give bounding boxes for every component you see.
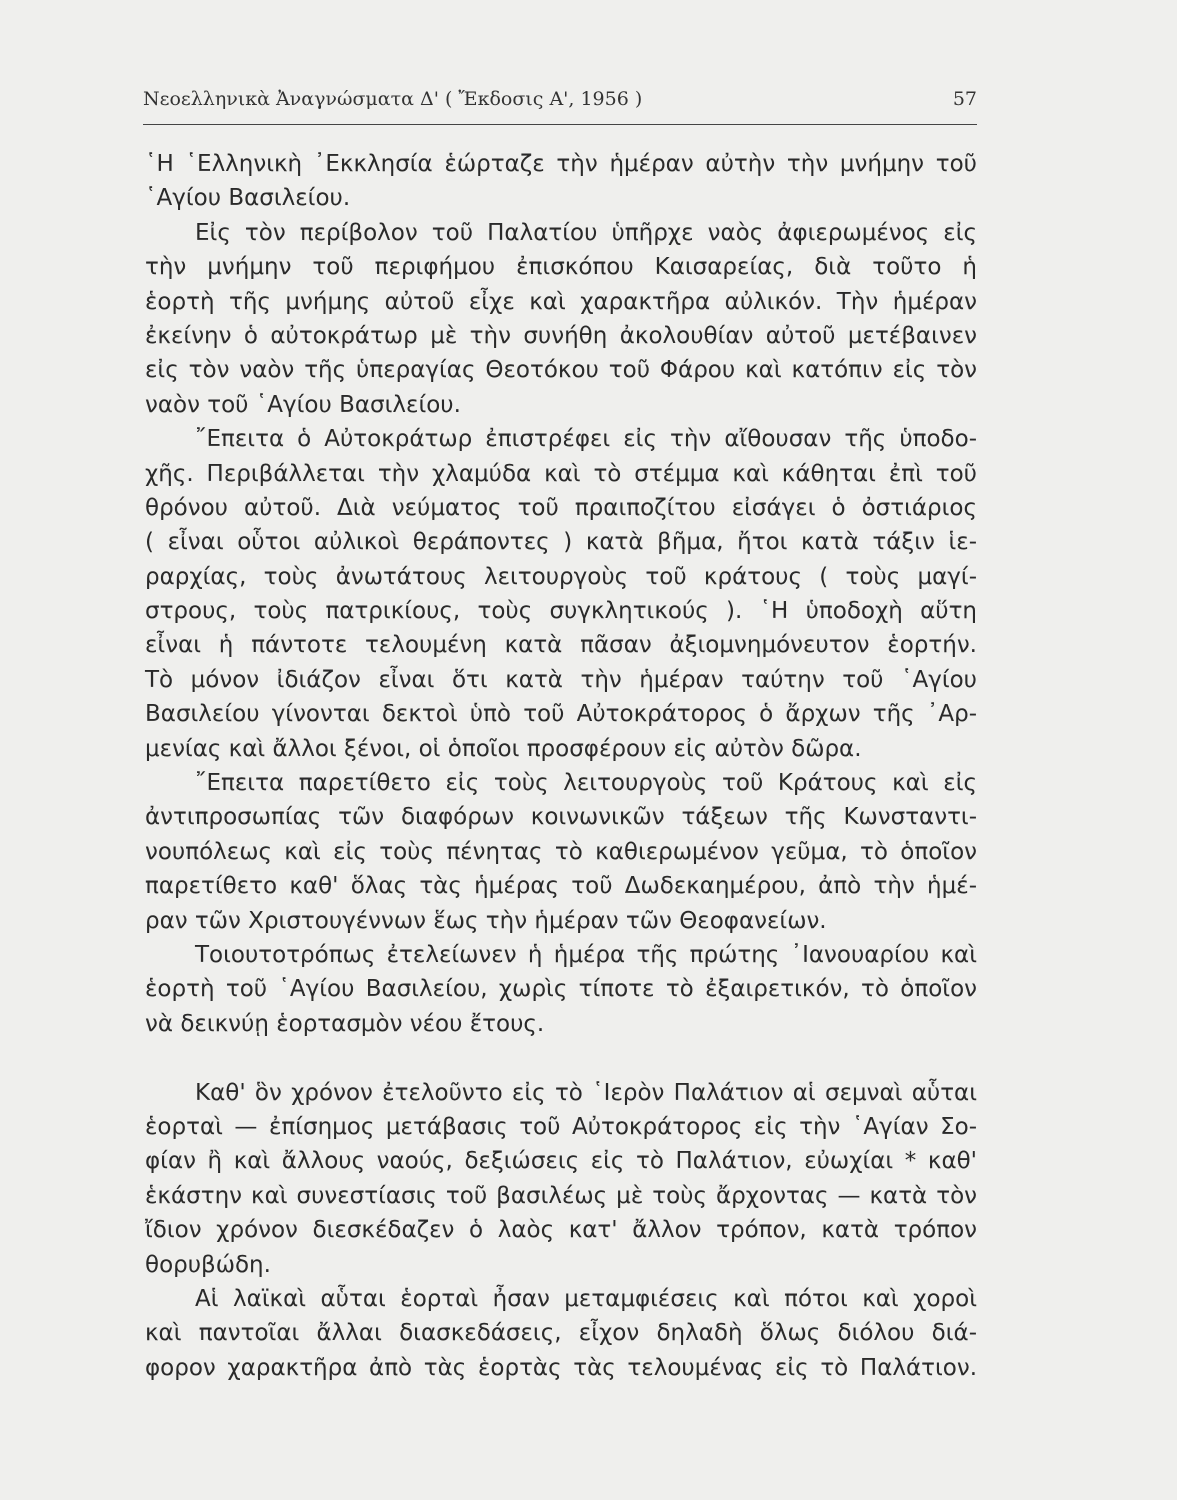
page-body	[145, 147, 977, 1385]
text-line: ῎Επειτα ὁ Αὐτοκράτωρ ἐπιστρέφει εἰς τὴν αἴθουσαν τῆς ὑποδο-	[195, 426, 977, 453]
text-line: ἑκάστην καὶ συνεστίασις τοῦ βασιλέως μὲ τοὺς ἄρχοντας — κατὰ τὸν	[145, 1182, 977, 1209]
text-line: ραρχίας, τοὺς ἀνωτάτους λειτουργοὺς τοῦ κράτους ( τοὺς μαγί-	[145, 563, 977, 590]
text-line: θορυβώδη.	[145, 1251, 271, 1278]
text-line: ἐκείνην ὁ αὐτοκράτωρ μὲ τὴν συνήθη ἀκολουθίαν αὐτοῦ μετέβαινεν	[145, 322, 977, 349]
text-line: παρετίθετο καθ' ὅλας τὰς ἡμέρας τοῦ Δωδεκαημέρου, ἀπὸ τὴν ἡμέ-	[145, 873, 977, 900]
text-line: ῾Αγίου Βασιλείου.	[145, 185, 351, 212]
text-line: ( εἶναι οὗτοι αὐλικοὶ θεράποντες ) κατὰ βῆμα, ἤτοι κατὰ τάξιν ἱε-	[145, 529, 977, 556]
text-line: Βασιλείου γίνονται δεκτοὶ ὑπὸ τοῦ Αὐτοκράτορος ὁ ἄρχων τῆς ᾿Αρ-	[145, 701, 977, 728]
text-line: Τοιουτοτρόπως ἐτελείωνεν ἡ ἡμέρα τῆς πρώτης ᾿Ιανουαρίου καὶ	[195, 941, 977, 968]
text-line: ραν τῶν Χριστουγέννων ἕως τὴν ἡμέραν τῶν Θεοφανείων.	[145, 907, 827, 934]
text-line: νὰ δεικνύῃ ἑορτασμὸν νέου ἔτους.	[145, 1010, 545, 1037]
text-line: ἑορταὶ — ἐπίσημος μετάβασις τοῦ Αὐτοκράτορος εἰς τὴν ῾Αγίαν Σο-	[145, 1113, 977, 1140]
text-line: Τὸ μόνον ἰδιάζον εἶναι ὅτι κατὰ τὴν ἡμέραν ταύτην τοῦ ῾Αγίου	[145, 666, 977, 693]
text-line: ῾Η ῾Ελληνικὴ ᾿Εκκλησία ἑώρταζε τὴν ἡμέραν αὐτὴν τὴν μνήμην τοῦ	[145, 151, 977, 177]
text-line: εἰς τὸν ναὸν τῆς ὑπεραγίας Θεοτόκου τοῦ Φάρου καὶ κατόπιν εἰς τὸν	[145, 357, 977, 384]
text-line: Εἰς τὸν περίβολον τοῦ Παλατίου ὑπῆρχε ναὸς ἀφιερωμένος εἰς	[195, 219, 977, 246]
header-rule	[143, 124, 977, 125]
section-gap	[145, 1041, 977, 1075]
text-line: στρους, τοὺς πατρικίους, τοὺς συγκλητικούς ). ῾Η ὑποδοχὴ αὕτη	[145, 598, 977, 625]
text-line: ἑορτὴ τοῦ ῾Αγίου Βασιλείου, χωρὶς τίποτε τὸ ἐξαιρετικόν, τὸ ὁποῖον	[145, 976, 977, 1003]
text-line: καὶ παντοῖαι ἄλλαι διασκεδάσεις, εἶχον δηλαδὴ ὅλως διόλου διά-	[145, 1320, 977, 1347]
book-title: Νεοελληνικὰ Ἀναγνώσματα Δ' ( Ἔκδοσις Α', 1956 )	[143, 88, 643, 110]
text-line: χῆς. Περιβάλλεται τὴν χλαμύδα καὶ τὸ στέμμα καὶ κάθηται ἐπὶ τοῦ	[145, 460, 977, 487]
text-line: νουπόλεως καὶ εἰς τοὺς πένητας τὸ καθιερωμένον γεῦμα, τὸ ὁποῖον	[145, 838, 977, 865]
text-line: Καθ' ὃν χρόνον ἐτελοῦντο εἰς τὸ ῾Ιερὸν Παλάτιον αἱ σεμναὶ αὗται	[195, 1079, 977, 1106]
text-line: ναὸν τοῦ ῾Αγίου Βασιλείου.	[145, 391, 461, 418]
text-line: ῎Επειτα παρετίθετο εἰς τοὺς λειτουργοὺς τοῦ Κράτους καὶ εἰς	[195, 770, 977, 797]
running-header	[143, 88, 977, 118]
text-line: ἑορτὴ τῆς μνήμης αὐτοῦ εἶχε καὶ χαρακτῆρα αὐλικόν. Τὴν ἡμέραν	[145, 288, 977, 315]
text-line: εἶναι ἡ πάντοτε τελουμένη κατὰ πᾶσαν ἀξιομνημόνευτον ἑορτήν.	[145, 632, 977, 659]
text-line: ἀντιπροσωπίας τῶν διαφόρων κοινωνικῶν τάξεων τῆς Κωνσταντι-	[145, 804, 977, 831]
text-line: μενίας καὶ ἄλλοι ξένοι, οἱ ὁποῖοι προσφέρουν εἰς αὐτὸν δῶρα.	[145, 735, 862, 762]
text-line: φορον χαρακτῆρα ἀπὸ τὰς ἑορτὰς τὰς τελουμένας εἰς τὸ Παλάτιον.	[145, 1354, 977, 1381]
text-line: Αἱ λαϊκαὶ αὗται ἑορταὶ ἦσαν μεταμφιέσεις καὶ πότοι καὶ χοροὶ	[195, 1285, 977, 1312]
text-line: φίαν ἢ καὶ ἄλλους ναούς, δεξιώσεις εἰς τὸ Παλάτιον, εὐωχίαι * καθ'	[145, 1148, 977, 1175]
page-number: 57	[952, 88, 977, 110]
text-line: ἴδιον χρόνον διεσκέδαζεν ὁ λαὸς κατ' ἄλλον τρόπον, κατὰ τρόπον	[145, 1217, 977, 1244]
text-line: τὴν μνήμην τοῦ περιφήμου ἐπισκόπου Καισαρείας, διὰ τοῦτο ἡ	[145, 254, 977, 281]
text-line: θρόνου αὐτοῦ. Διὰ νεύματος τοῦ πραιποζίτου εἰσάγει ὁ ὀστιάριος	[145, 494, 977, 521]
